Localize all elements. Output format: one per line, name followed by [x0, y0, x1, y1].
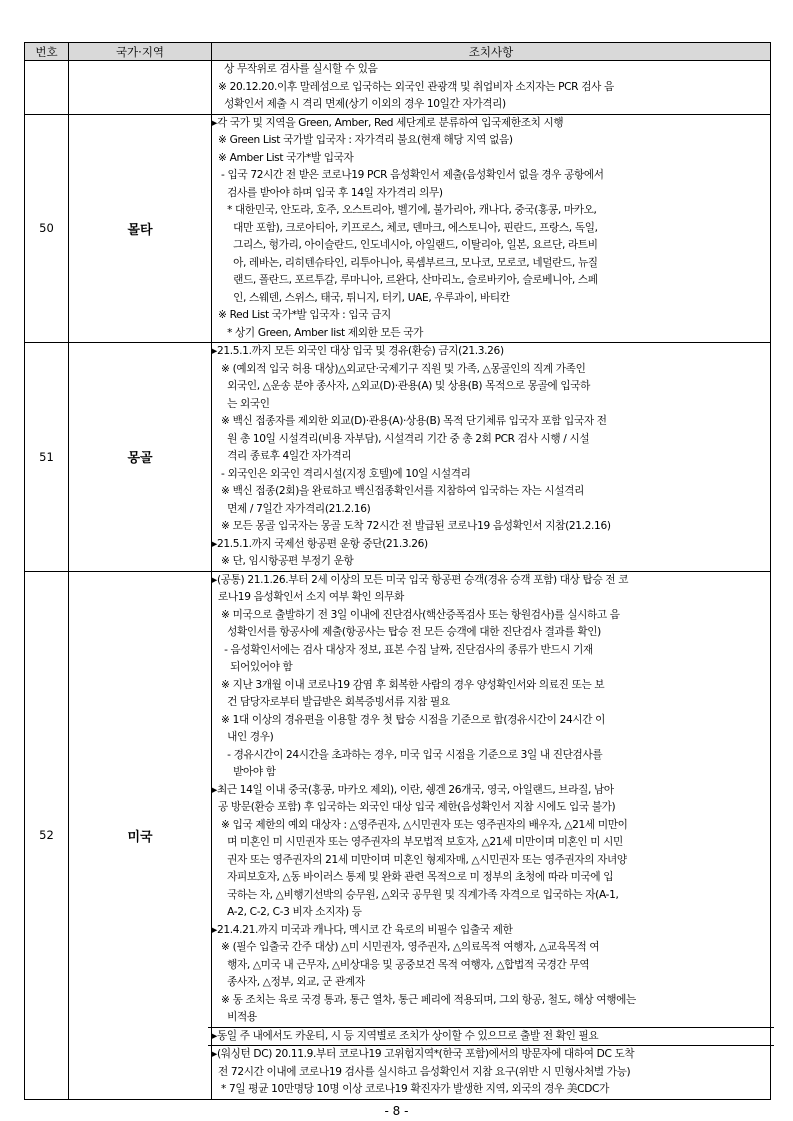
- measure-line: ※ 동 조치는 육로 국경 통과, 통근 열차, 통근 페리에 적용되며, 그외 항공, 철도, 해상 여행에는: [212, 993, 636, 1006]
- country-name: 미국: [69, 571, 212, 1099]
- measure-line: ※ 백신 접종(2회)을 완료하고 백신접종확인서를 지참하여 입국하는 자는 시설격리: [212, 485, 584, 497]
- country-name: 몰타: [69, 114, 212, 343]
- measure-line: 내인 경우): [212, 731, 274, 743]
- row-number: 50: [25, 114, 69, 343]
- measure-line: ※ (필수 입출국 간주 대상) △미 시민권자, 영주권자, △의료목적 여행자, △교육목적 여: [212, 941, 600, 953]
- measure-line: - 경유시간이 24시간을 초과하는 경우, 미국 입국 시점을 기준으로 3일 내 진단검사를: [212, 748, 603, 761]
- measures-cell: [212, 571, 771, 1099]
- row-number: [25, 61, 69, 115]
- measure-line: 검사를 받아야 하며 입국 후 14일 자가격리 의무): [212, 186, 443, 199]
- measures-cell: [212, 61, 771, 115]
- measure-line: 종사자, △정부, 외교, 군 관계자: [212, 976, 365, 988]
- measure-line: ※ 지난 3개월 이내 코로나19 감염 후 회복한 사람의 경우 양성확인서와 의료진 또는 보: [212, 678, 605, 691]
- country-name: 몽골: [69, 343, 212, 572]
- measure-line: 건 담당자로부터 발급받은 회복증빙서류 지참 필요: [212, 696, 450, 708]
- measure-line: 로나19 음성확인서 소지 여부 확인 의무화: [212, 591, 405, 603]
- measure-line: 랜드, 폴란드, 포르투갈, 루마니아, 르완다, 산마리노, 슬로바키아, 슬로베니아, 스페: [212, 274, 598, 286]
- measure-line: ▸최근 14일 이내 중국(홍콩, 마카오 제외), 이란, 쉥겐 26개국, 영국, 아일랜드, 브라질, 남아: [212, 783, 614, 796]
- measure-line: 외국인, △운송 분야 종사자, △외교(D)·관용(A) 및 상용(B) 목적으로 몽골에 입국하: [212, 380, 591, 392]
- measure-line: 는 외국인: [212, 397, 270, 410]
- header-row: [25, 43, 771, 61]
- table-row: [25, 61, 771, 115]
- measure-line: 공 방문(환승 포함) 후 입국하는 외국인 대상 입국 제한(음성확인서 지참 시에도 입국 불가): [212, 801, 616, 813]
- measure-line: ※ Red List 국가*발 입국자 : 입국 금지: [212, 309, 391, 321]
- measure-line: 권자 또는 영주권자의 21세 미만이며 미혼인 형제자매, △시민권자 또는 영주권자의 자녀양: [212, 853, 627, 866]
- measure-line: 자피보호자, △동 바이러스 통제 및 완화 관련 목적으로 미 정부의 초청에 따라 미국에 입: [212, 871, 614, 883]
- measure-line: 대만 포함), 크로아티아, 키프로스, 체코, 덴마크, 에스토니아, 핀란드, 프랑스, 독일,: [212, 221, 598, 234]
- measure-line: ※ Green List 국가발 입국자 : 자가격리 불요(현재 해당 지역 없음): [212, 134, 513, 146]
- table-row: [25, 114, 771, 343]
- measure-line: ▸(공통) 21.1.26.부터 2세 이상의 모든 미국 입국 항공편 승객(경유 승객 포함) 대상 탑승 전 코: [212, 573, 629, 586]
- table-row: [25, 571, 771, 1099]
- measure-line: - 외국인은 외국인 격리시설(지정 호텔)에 10일 시설격리: [212, 467, 471, 480]
- measure-line: 상 무작위로 검사를 실시할 수 있음: [212, 63, 378, 75]
- measure-line: ※ (예외적 입국 허용 대상)△외교단·국제기구 직원 및 가족, △몽골인의 직계 가족인: [212, 362, 586, 375]
- measure-line: 받아야 함: [212, 766, 276, 778]
- measure-line: ※ 1대 이상의 경유편을 이용할 경우 첫 탑승 시점을 기준으로 함(경유시간이 24시간 이: [212, 713, 606, 726]
- measure-line: A-2, C-2, C-3 비자 소지자) 등: [212, 906, 362, 918]
- measure-line: 며 미혼인 미 시민권자 또는 영주권자의 부모법적 보호자, △21세 미만이며 미혼인 미 시민: [212, 836, 623, 848]
- header-no: 번호: [25, 43, 69, 61]
- measure-line: 아, 레바논, 리히텐슈타인, 리투아니아, 룩셈부르크, 모나코, 모로코, 네덜란드, 뉴질: [212, 256, 598, 269]
- measure-line: ※ 입국 제한의 예외 대상자 : △영주권자, △시민권자 또는 영주권자의 배우자, △21세 미만이: [212, 818, 628, 831]
- measure-line: 면제 / 7일간 자가격리(21.2.16): [212, 502, 371, 515]
- measure-line: * 대한민국, 안도라, 호주, 오스트리아, 벨기에, 불가리아, 캐나다, 중국(홍콩, 마카오,: [212, 204, 597, 216]
- header-country: 국가·지역: [69, 43, 212, 61]
- measure-line: 성확인서 제출 시 격리 면제(상기 이외의 경우 10일간 자가격리): [212, 98, 506, 110]
- measure-line: 비적용: [212, 1011, 257, 1023]
- measure-line: ▸21.5.1.까지 모든 외국인 대상 입국 및 경유(환승) 금지(21.3.26): [212, 345, 504, 357]
- measure-line: - 음성확인서에는 검사 대상자 정보, 표본 수집 날짜, 진단검사의 종류가 반드시 기재: [212, 643, 593, 656]
- measure-line: ▸동일 주 내에서도 카운티, 시 등 지역별로 조치가 상이할 수 있으므로 출발 전 확인 필요: [212, 1029, 599, 1042]
- measure-line: ※ 백신 접종자를 제외한 외교(D)·관용(A)·상용(B) 목적 단기체류 입국자 포함 입국자 전: [212, 415, 607, 427]
- measure-line: 성확인서를 항공사에 제출(항공사는 탑승 전 모든 승객에 대한 진단검사 결과를 확인): [212, 626, 601, 638]
- measure-line: ※ 단, 임시항공편 부정기 운항: [212, 555, 354, 567]
- header-measures: 조치사항: [212, 43, 771, 61]
- measure-line: 국하는 자, △비행기선박의 승무원, △외국 공무원 및 직계가족 자격으로 입국하는 자(A-1,: [212, 888, 619, 901]
- measure-line: - 입국 72시간 전 받은 코로나19 PCR 음성확인서 제출(음성확인서 없을 경우 공항에서: [212, 169, 604, 181]
- measure-line: ▸각 국가 및 지역을 Green, Amber, Red 세단계로 분류하여 입국제한조치 시행: [212, 116, 564, 129]
- country-name: [69, 61, 212, 115]
- measure-line: 그리스, 헝가리, 아이슬란드, 인도네시아, 아일랜드, 이탈리아, 일본, 요르단, 라트비: [212, 239, 598, 251]
- row-number: 52: [25, 571, 69, 1099]
- measure-line: ※ 모든 몽골 입국자는 몽골 도착 72시간 전 발급된 코로나19 음성확인서 지참(21.2.16): [212, 520, 611, 532]
- measure-line: 인, 스웨덴, 스위스, 태국, 튀니지, 터키, UAE, 우루과이, 바티칸: [212, 291, 510, 304]
- measure-line: ▸21.4.21.까지 미국과 캐나다, 멕시코 간 육로의 비필수 입출국 제한: [212, 923, 513, 936]
- measure-line: 행자, △미국 내 근무자, △비상대응 및 공중보건 목적 여행자, △합법적 국경간 무역: [212, 958, 590, 971]
- measure-line: 격리 종료후 4일간 자가격리: [212, 450, 352, 462]
- measure-line: * 7일 평균 10만명당 10명 이상 코로나19 확진자가 발생한 지역, 외국의 경우 美CDC가: [212, 1083, 609, 1095]
- measure-line: ※ 미국으로 출발하기 전 3일 이내에 진단검사(핵산증폭검사 또는 항원검사)를 실시하고 음: [212, 608, 620, 621]
- measures-cell: [212, 343, 771, 572]
- table-row: [25, 343, 771, 572]
- measure-line: ▸(워싱턴 DC) 20.11.9.부터 코로나19 고위험지역*(한국 포함)에서의 방문자에 대하여 DC 도착: [212, 1048, 635, 1060]
- measure-line: ※ 20.12.20.이후 말레섬으로 입국하는 외국인 관광객 및 취업비자 소지자는 PCR 검사 음: [212, 80, 614, 93]
- measure-line: 되어있어야 함: [212, 661, 293, 673]
- measure-line: ▸21.5.1.까지 국제선 항공편 운항 중단(21.3.26): [212, 537, 428, 550]
- measure-line: * 상기 Green, Amber list 제외한 모든 국가: [212, 326, 424, 339]
- row-number: 51: [25, 343, 69, 572]
- measures-table: [24, 42, 771, 1100]
- measures-cell: [212, 114, 771, 343]
- page-number: - 8 -: [384, 1104, 409, 1118]
- measure-line: 원 총 10일 시설격리(비용 자부담), 시설격리 기간 중 총 2회 PCR 검사 시행 / 시설: [212, 432, 590, 445]
- measure-line: 전 72시간 이내에 코로나19 검사를 실시하고 음성확인서 지참 요구(위반 시 민형사처벌 가능): [212, 1065, 631, 1078]
- measure-line: ※ Amber List 국가*발 입국자: [212, 151, 354, 164]
